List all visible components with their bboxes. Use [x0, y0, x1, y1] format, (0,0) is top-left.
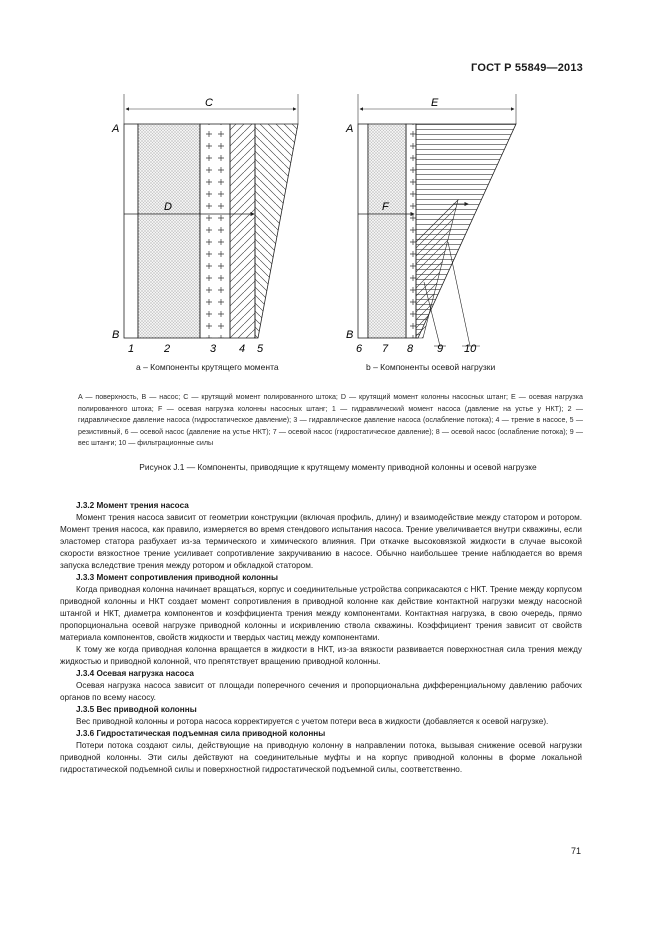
label-7: 7 [382, 343, 389, 355]
paragraph: Момент трения насоса зависит от геометрии конструкции (включая профиль, длину) и взаимодействие между статором и ротором. Момент трения насоса, как правило, измеряется во время стендового испытания насоса. Трение увеличивается внутри скважины, если эластомер статора разбухает из-за термического и химического влияния. При откачке высоковязкой жидкости в случае высокой скорости вязкостное трение усиливает сопротивление закручиванию в насосе. Обычно наибольшее трение наблюдается во время запуска вследствие трения между ротором и обкладкой статором. [60, 513, 582, 570]
figure-title: Рисунок J.1 — Компоненты, приводящие к крутящему моменту приводной колонны и осевой нагрузке [139, 462, 537, 472]
label-8: 8 [407, 343, 414, 355]
label-c: C [205, 97, 213, 109]
paragraph: Потери потока создают силы, действующие на приводную колонну в направлении потока, вызывая снижение осевой нагрузки приводной колонны. Эти силы действуют на соединительные муфты и на корпус приводной колонны в форме локальной гидростатической подъемной силы и поверхностной гидростатической подъемной силы, соответственно. [60, 741, 582, 774]
label-10: 10 [464, 343, 477, 355]
page-number: 71 [570, 846, 581, 856]
label-1: 1 [128, 343, 135, 355]
label-b-right: B [346, 329, 354, 341]
label-2: 2 [164, 343, 171, 355]
section-heading: J.3.2 Момент трения насоса [76, 501, 189, 510]
caption-b: b – Компоненты осевой нагрузки [366, 362, 496, 372]
paragraph: Когда приводная колонна начинает вращаться, корпус и соединительные устройства соприкасаются с НКТ. Трение между корпусом приводной колонны и НКТ создает момент сопротивления в приводной колонне как действие контактной нагрузки между насосной штангой и НКТ, диаметра компонентов и коэффициента трения между компонентами. Контактная нагрузка, в свою очередь, прямо пропорциональна осевой нагрузке приводной колонны и искривлению ствола скважины. Коэффициент трения зависит от свойств материала компонентов, свойств жидкости и твердых частиц между компонентами. [60, 585, 582, 642]
torque-components-diagram [111, 94, 298, 355]
label-5: 5 [257, 343, 264, 355]
label-a-right: A [346, 123, 354, 135]
label-e: E [431, 97, 439, 109]
paragraph: К тому же когда приводная колонна вращается в жидкости в НКТ, из-за вязкости развивается поверхностная сила трения между жидкостью и приводной колонной, что препятствует вращению приводной колонны. [60, 645, 582, 666]
figure-legend: A — поверхность, B — насос; C — крутящий момент полированного штока; D — крутящий момент колонны насосных штанг; E — осевая нагрузка полированного штока; F — осевая нагрузка колонны насосных штанг; 1 — гидравлический момент насоса (давление на устье у НКТ); 2 — гидравлическое давление насоса (гидростатическое давление); 3 — гидравлическое давление насоса (ослабление потока); 4 — трение в насосе, 5 — резистивный, 6 — осевой насос (давление на устье НКТ); 7 — осевой насос (гидростатическое давление); 8 — осевой насос (ослабление потока); 9 — вес штанги; 10 — фильтрационные силы [78, 393, 583, 448]
paragraph: Осевая нагрузка насоса зависит от площади поперечного сечения и пропорциональна дифференциальному давлению рабочих органов по всему насосу. [60, 681, 582, 702]
document-header: ГОСТ Р 55849—2013 [471, 62, 583, 74]
caption-a: a – Компоненты крутящего момента [136, 362, 279, 372]
body-text [60, 500, 582, 776]
figure-j1-diagram [108, 92, 528, 382]
label-9: 9 [437, 343, 444, 355]
label-d: D [164, 201, 172, 213]
axial-load-components-diagram [345, 94, 516, 355]
section-heading: J.3.6 Гидростатическая подъемная сила приводной колонны [76, 729, 326, 738]
section-heading: J.3.4 Осевая нагрузка насоса [76, 669, 194, 678]
label-a-left: A [112, 123, 120, 135]
label-b-left: B [112, 329, 120, 341]
label-f: F [382, 201, 389, 213]
label-6: 6 [356, 343, 363, 355]
label-4: 4 [239, 343, 246, 355]
paragraph: Вес приводной колонны и ротора насоса корректируется с учетом потери веса в жидкости (добавляется к осевой нагрузке). [76, 717, 549, 726]
section-heading: J.3.5 Вес приводной колонны [76, 705, 197, 714]
label-3: 3 [210, 343, 217, 355]
section-heading: J.3.3 Момент сопротивления приводной колонны [76, 573, 278, 582]
